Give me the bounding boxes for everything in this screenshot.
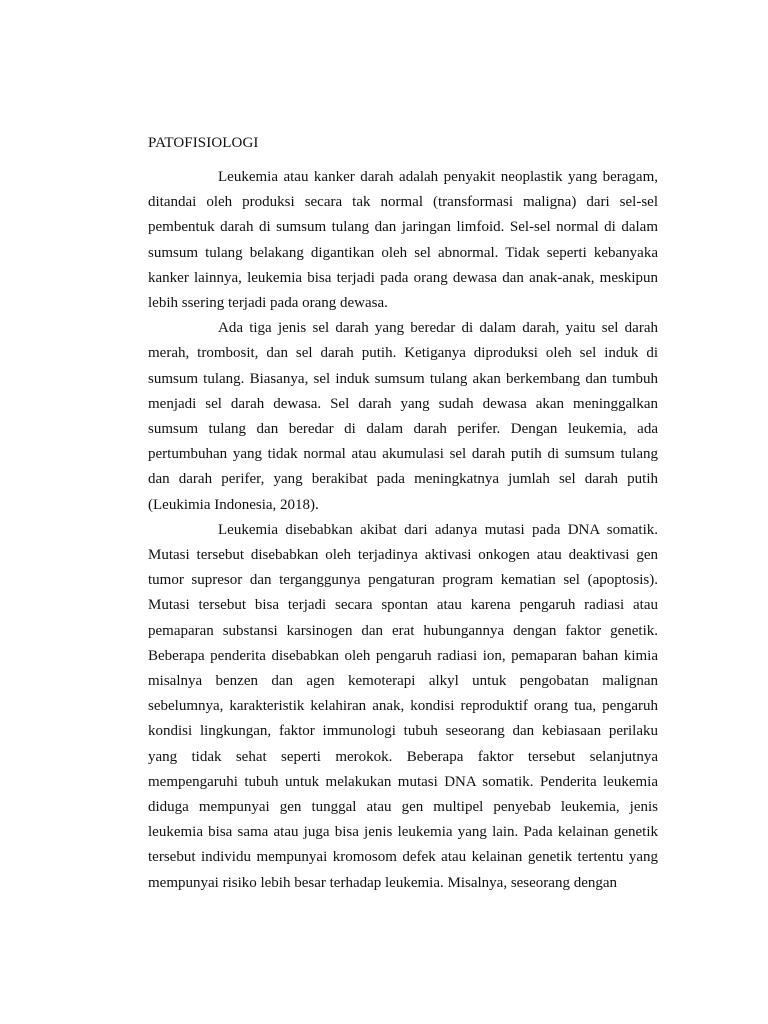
- paragraph-blood-cell-types: Ada tiga jenis sel darah yang beredar di dalam darah, yaitu sel darah merah, trombosit, dan sel darah putih. Ketiganya diproduksi oleh sel induk di sumsum tulang. Biasanya, sel induk sumsum tulang akan berkembang dan tumbuh menjadi sel darah dewasa. Sel darah yang sudah dewasa akan meninggalkan sumsum tulang dan beredar di dalam darah perifer. Dengan leukemia, ada pertumbuhan yang tidak normal atau akumulasi sel darah putih di sumsum tulang dan darah perifer, yang berakibat pada meningkatnya jumlah sel darah putih (Leukimia Indonesia, 2018).: [148, 320, 658, 513]
- section-heading: PATOFISIOLOGI: [148, 135, 259, 151]
- document-page: [148, 131, 658, 896]
- paragraph-leukemia-definition: Leukemia atau kanker darah adalah penyakit neoplastik yang beragam, ditandai oleh produksi secara tak normal (transformasi maligna) dari sel-sel pembentuk darah di sumsum tulang dan jaringan limfoid. Sel-sel normal di dalam sumsum tulang belakang digantikan oleh sel abnormal. Tidak seperti kebanyaka kanker lainnya, leukemia bisa terjadi pada orang dewasa dan anak-anak, meskipun lebih ssering terjadi pada orang dewasa.: [148, 169, 658, 312]
- paragraph-leukemia-causes: Leukemia disebabkan akibat dari adanya mutasi pada DNA somatik. Mutasi tersebut disebabkan oleh terjadinya aktivasi onkogen atau deaktivasi gen tumor supresor dan terganggunya pengaturan program kematian sel (apoptosis). Mutasi tersebut bisa terjadi secara spontan atau karena pengaruh radiasi atau pemaparan substansi karsinogen dan erat hubungannya dengan faktor genetik. Beberapa penderita disebabkan oleh pengaruh radiasi ion, pemaparan bahan kimia misalnya benzen dan agen kemoterapi alkyl untuk pengobatan malignan sebelumnya, karakteristik kelahiran anak, kondisi reproduktif orang tua, pengaruh kondisi lingkungan, faktor immunologi tubuh seseorang dan kebiasaan perilaku yang tidak sehat seperti merokok. Beberapa faktor tersebut selanjutnya mempengaruhi tubuh untuk melakukan mutasi DNA somatik. Penderita leukemia diduga mempunyai gen tunggal atau gen multipel penyebab leukemia, jenis leukemia bisa sama atau juga bisa jenis leukemia yang lain. Pada kelainan genetik tersebut individu mempunyai kromosom defek atau kelainan genetik tertentu yang mempunyai risiko lebih besar terhadap leukemia. Misalnya, seseorang dengan: [148, 521, 658, 891]
